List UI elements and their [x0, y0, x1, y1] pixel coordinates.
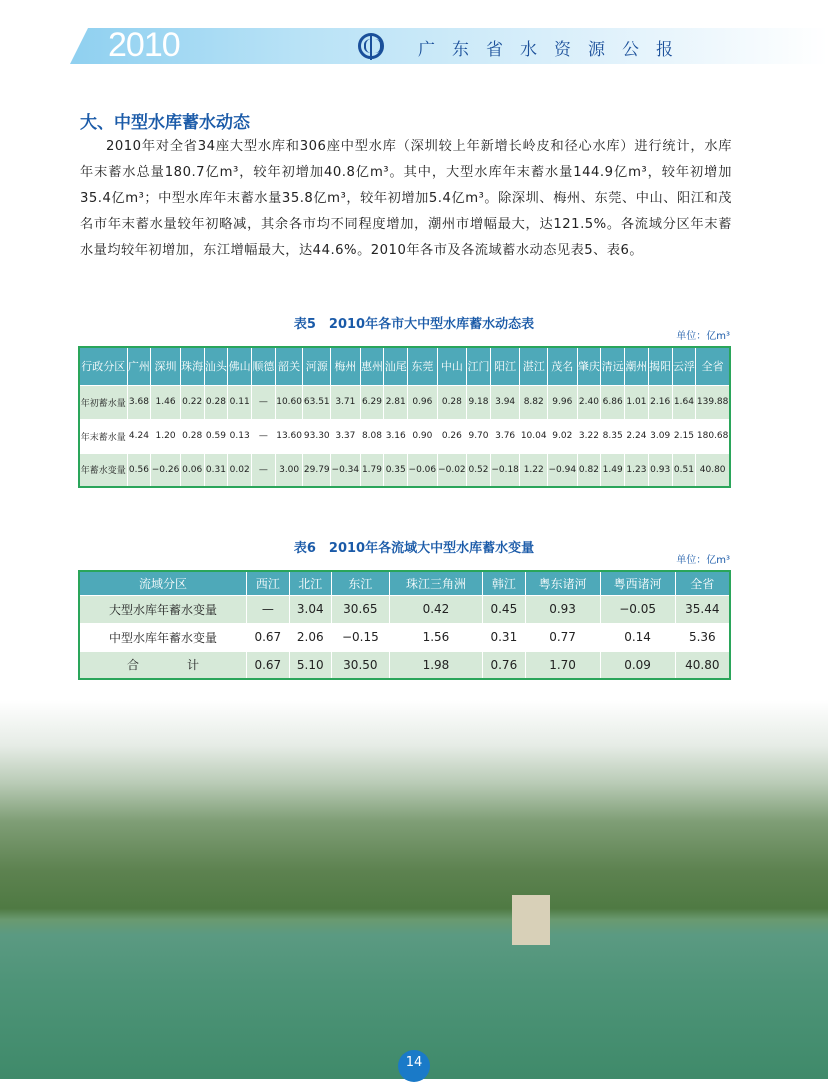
table-row: [79, 623, 730, 651]
table-cell: 0.02: [228, 453, 252, 487]
table-cell: −0.15: [331, 623, 389, 651]
table-cell: 9.96: [548, 385, 578, 419]
section-heading: 大、中型水库蓄水动态: [80, 113, 250, 133]
table-cell: 1.01: [625, 385, 649, 419]
table-cell: −0.94: [548, 453, 578, 487]
table-cell: 1.49: [601, 453, 625, 487]
table-cell: 8.82: [520, 385, 548, 419]
table-cell: 9.18: [467, 385, 491, 419]
table5: [78, 346, 731, 488]
table-cell: 0.13: [228, 419, 252, 453]
table-cell: 0.76: [483, 651, 525, 679]
table-cell: 9.02: [548, 419, 578, 453]
table-cell: 1.64: [672, 385, 696, 419]
table-cell: 139.88: [696, 385, 730, 419]
table-cell: 0.35: [384, 453, 408, 487]
column-header: 肇庆: [577, 347, 601, 385]
table-cell: 3.09: [648, 419, 672, 453]
table-row: [79, 385, 730, 419]
column-header: 北江: [289, 571, 331, 595]
table-cell: 2.40: [577, 385, 601, 419]
table-cell: 8.35: [601, 419, 625, 453]
column-header: 东江: [331, 571, 389, 595]
table-cell: 0.45: [483, 595, 525, 623]
table6-caption: 表6 2010年各流域大中型水库蓄水变量: [293, 541, 535, 556]
table-cell: 1.23: [625, 453, 649, 487]
column-header: 汕尾: [384, 347, 408, 385]
table-cell: 3.76: [490, 419, 520, 453]
table-cell: −0.02: [437, 453, 467, 487]
table-cell: −0.05: [600, 595, 675, 623]
table-cell: 35.44: [675, 595, 730, 623]
table-cell: 5.10: [289, 651, 331, 679]
column-header: 行政分区: [79, 347, 127, 385]
column-header: 云浮: [672, 347, 696, 385]
table-cell: 0.28: [204, 385, 228, 419]
table-cell: 6.86: [601, 385, 625, 419]
column-header: 清远: [601, 347, 625, 385]
column-header: 珠江三角洲: [389, 571, 482, 595]
column-header: 茂名: [548, 347, 578, 385]
table-cell: 0.96: [408, 385, 438, 419]
table-cell: 0.26: [437, 419, 467, 453]
page-number: 14: [398, 1050, 430, 1082]
table-cell: 63.51: [303, 385, 331, 419]
table-cell: —: [252, 419, 276, 453]
table6-unit: 单位：亿m³: [676, 555, 730, 566]
table-cell: 1.98: [389, 651, 482, 679]
table-cell: 3.68: [127, 385, 151, 419]
table-cell: 0.56: [127, 453, 151, 487]
table-cell: −0.26: [151, 453, 181, 487]
table-cell: 1.70: [525, 651, 600, 679]
header-row: [79, 347, 730, 385]
table-cell: 0.14: [600, 623, 675, 651]
table-cell: 3.71: [331, 385, 361, 419]
column-header: 河源: [303, 347, 331, 385]
table-cell: 40.80: [675, 651, 730, 679]
table-cell: 0.90: [408, 419, 438, 453]
column-header: 粤西诸河: [600, 571, 675, 595]
table-cell: 年末蓄水量: [79, 419, 127, 453]
table-cell: 0.67: [247, 623, 289, 651]
table-cell: 0.93: [525, 595, 600, 623]
table-cell: 大型水库年蓄水变量: [79, 595, 247, 623]
column-header: 深圳: [151, 347, 181, 385]
table-cell: 0.93: [648, 453, 672, 487]
table-cell: 0.31: [204, 453, 228, 487]
table-cell: 1.46: [151, 385, 181, 419]
table-cell: —: [247, 595, 289, 623]
header-title: 广东省水资源公报: [418, 40, 690, 60]
table-cell: 1.22: [520, 453, 548, 487]
table-cell: 6.29: [360, 385, 384, 419]
table-cell: 0.51: [672, 453, 696, 487]
header-year: 2010: [108, 26, 180, 64]
table-cell: −0.18: [490, 453, 520, 487]
table-cell: 0.09: [600, 651, 675, 679]
table-cell: 3.37: [331, 419, 361, 453]
table-cell: 3.16: [384, 419, 408, 453]
column-header: 韩江: [483, 571, 525, 595]
column-header: 揭阳: [648, 347, 672, 385]
table-cell: 0.59: [204, 419, 228, 453]
table-cell: 年初蓄水量: [79, 385, 127, 419]
table-cell: 3.04: [289, 595, 331, 623]
column-header: 潮州: [625, 347, 649, 385]
table-cell: 0.67: [247, 651, 289, 679]
water-tower-image: [512, 895, 550, 945]
table-cell: —: [252, 453, 276, 487]
table-row: [79, 453, 730, 487]
column-header: 中山: [437, 347, 467, 385]
table-cell: 3.94: [490, 385, 520, 419]
table-cell: 1.56: [389, 623, 482, 651]
column-header: 梅州: [331, 347, 361, 385]
table-cell: 0.42: [389, 595, 482, 623]
section-paragraph: 2010年对全省34座大型水库和306座中型水库（深圳较上年新增长岭皮和径心水库）进行统计，水库年末蓄水总量180.7亿m³，较年初增加40.8亿m³。其中，大型水库年末蓄水量144.9亿m³，较年初增加35.4亿m³；中型水库年末蓄水量35.8亿m³，较年初增加5.4亿m³。除深圳、梅州、东莞、中山、阳江和茂名市年末蓄水量较年初略减，其余各市均不同程度增加，潮州市增幅最大，达121.5%。各流域分区年末蓄水量均较年初增加，东江增幅最大，达44.6%。2010年各市及各流域蓄水动态见表5、表6。: [80, 139, 732, 258]
table-cell: 40.80: [696, 453, 730, 487]
column-header: 佛山: [228, 347, 252, 385]
column-header: 全省: [696, 347, 730, 385]
table-cell: 8.08: [360, 419, 384, 453]
table-cell: 合 计: [79, 651, 247, 679]
table-cell: 0.77: [525, 623, 600, 651]
table-cell: 0.28: [437, 385, 467, 419]
table-cell: 年蓄水变量: [79, 453, 127, 487]
table-cell: 10.60: [275, 385, 303, 419]
column-header: 全省: [675, 571, 730, 595]
table-cell: 中型水库年蓄水变量: [79, 623, 247, 651]
table-cell: −0.34: [331, 453, 361, 487]
column-header: 惠州: [360, 347, 384, 385]
table-cell: −0.06: [408, 453, 438, 487]
table-cell: 0.06: [180, 453, 204, 487]
table-row: [79, 595, 730, 623]
table-cell: 2.06: [289, 623, 331, 651]
column-header: 珠海: [180, 347, 204, 385]
table-cell: 4.24: [127, 419, 151, 453]
table-row: [79, 651, 730, 679]
column-header: 广州: [127, 347, 151, 385]
table5-unit: 单位：亿m³: [676, 331, 730, 342]
table-cell: 93.30: [303, 419, 331, 453]
table-cell: 3.22: [577, 419, 601, 453]
table-cell: 0.31: [483, 623, 525, 651]
table-cell: 1.20: [151, 419, 181, 453]
table-cell: —: [252, 385, 276, 419]
table-cell: 0.52: [467, 453, 491, 487]
column-header: 西江: [247, 571, 289, 595]
table-cell: 0.22: [180, 385, 204, 419]
column-header: 顺德: [252, 347, 276, 385]
table-cell: 2.16: [648, 385, 672, 419]
column-header: 江门: [467, 347, 491, 385]
table-cell: 3.00: [275, 453, 303, 487]
water-logo-icon: [358, 33, 384, 59]
column-header: 流域分区: [79, 571, 247, 595]
table-cell: 29.79: [303, 453, 331, 487]
table-cell: 0.11: [228, 385, 252, 419]
table-cell: 0.28: [180, 419, 204, 453]
table-cell: 2.15: [672, 419, 696, 453]
table-cell: 9.70: [467, 419, 491, 453]
column-header: 汕头: [204, 347, 228, 385]
reservoir-photo: [0, 700, 828, 1079]
table-cell: 30.50: [331, 651, 389, 679]
table-cell: 2.81: [384, 385, 408, 419]
table5-caption: 表5 2010年各市大中型水库蓄水动态表: [293, 317, 535, 332]
table-cell: 0.82: [577, 453, 601, 487]
table-cell: 2.24: [625, 419, 649, 453]
table-cell: 13.60: [275, 419, 303, 453]
table-cell: 180.68: [696, 419, 730, 453]
table6: [78, 570, 731, 680]
table-row: [79, 419, 730, 453]
table-cell: 30.65: [331, 595, 389, 623]
table-cell: 1.79: [360, 453, 384, 487]
header-row: [79, 571, 730, 595]
column-header: 粤东诸河: [525, 571, 600, 595]
column-header: 阳江: [490, 347, 520, 385]
table-cell: 5.36: [675, 623, 730, 651]
column-header: 湛江: [520, 347, 548, 385]
table-cell: 10.04: [520, 419, 548, 453]
column-header: 东莞: [408, 347, 438, 385]
column-header: 韶关: [275, 347, 303, 385]
